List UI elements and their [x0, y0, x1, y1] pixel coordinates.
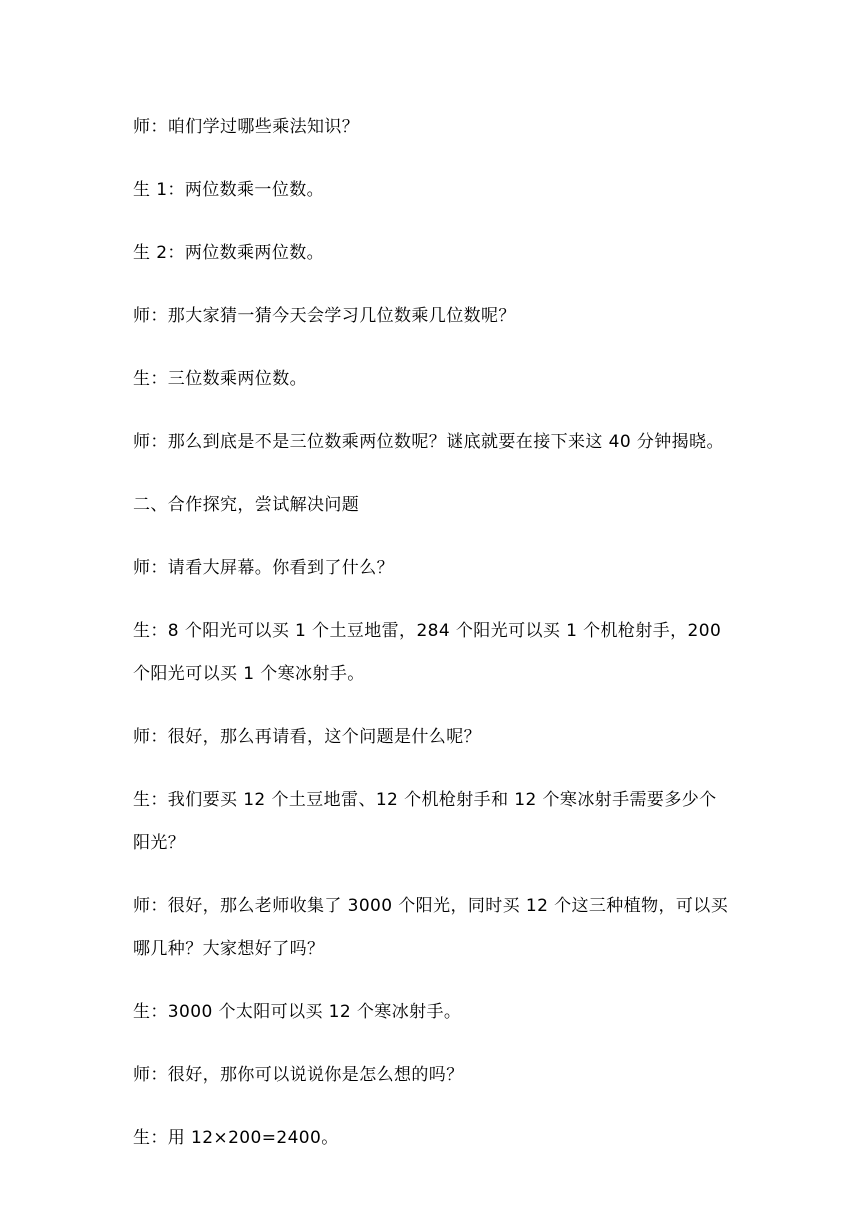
dialogue-line: 生：用 12×200=2400。	[133, 1128, 339, 1148]
dialogue-line: 师：很好，那你可以说说你是怎么想的吗？	[133, 1065, 464, 1085]
section-heading: 二、合作探究，尝试解决问题	[133, 495, 360, 515]
dialogue-line: 师：咱们学过哪些乘法知识？	[133, 117, 360, 137]
dialogue-line: 师：很好，那么老师收集了 3000 个阳光，同时买 12 个这三种植物，可以买哪几种？大家想好了吗？	[133, 896, 729, 959]
dialogue-line: 生：三位数乘两位数。	[133, 369, 307, 389]
dialogue-line: 师：那么到底是不是三位数乘两位数呢？谜底就要在接下来这 40 分钟揭晓。	[133, 432, 724, 452]
dialogue-line: 生：8 个阳光可以买 1 个土豆地雷，284 个阳光可以买 1 个机枪射手，200 个阳光可以买 1 个寒冰射手。	[133, 621, 722, 684]
dialogue-line: 师：很好，那么再请看，这个问题是什么呢？	[133, 727, 481, 747]
dialogue-line: 生 2：两位数乘两位数。	[133, 243, 325, 263]
document-body	[133, 106, 733, 1180]
dialogue-line: 生：我们要买 12 个土豆地雷、12 个机枪射手和 12 个寒冰射手需要多少个阳光？	[133, 790, 717, 853]
dialogue-line: 生 1：两位数乘一位数。	[133, 180, 325, 200]
dialogue-line: 生：3000 个太阳可以买 12 个寒冰射手。	[133, 1002, 462, 1022]
dialogue-line: 师：那大家猜一猜今天会学习几位数乘几位数呢？	[133, 306, 516, 326]
dialogue-line: 师：请看大屏幕。你看到了什么？	[133, 558, 394, 578]
